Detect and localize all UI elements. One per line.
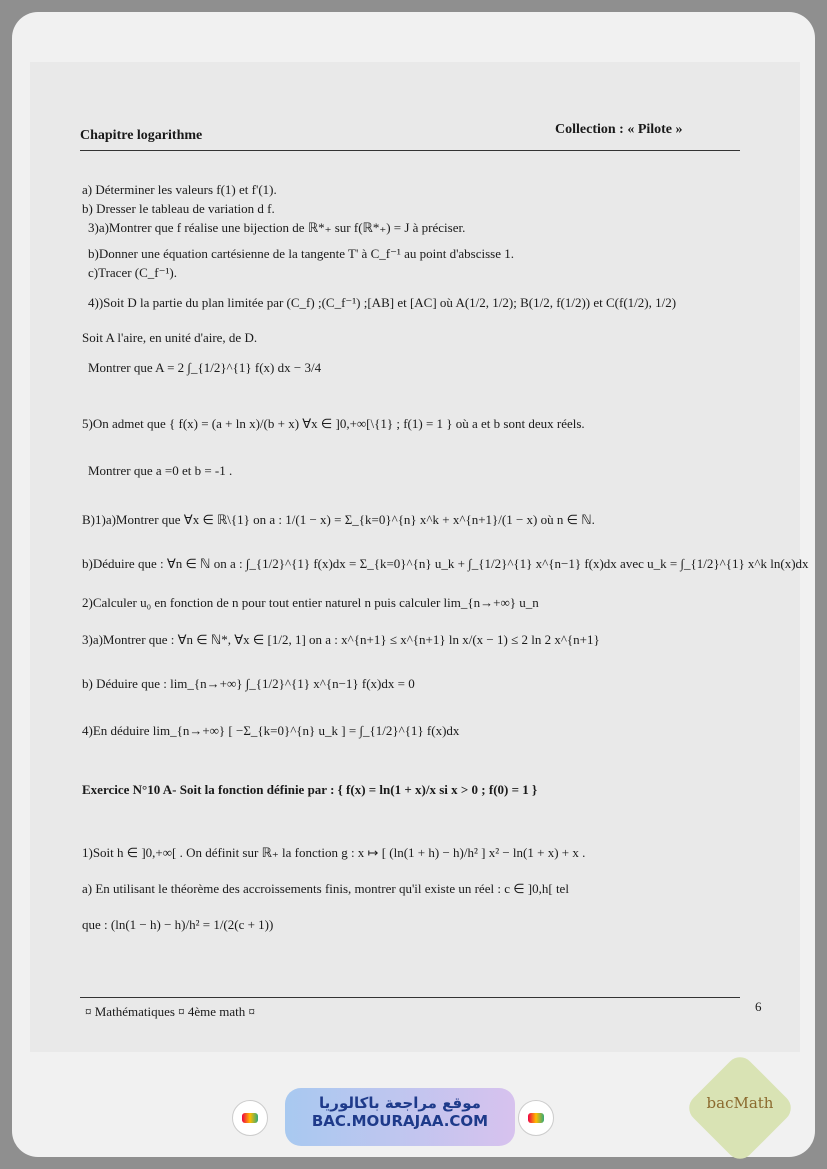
- header-rule: [80, 150, 740, 151]
- text-line: Soit A l'aire, en unité d'aire, de D.: [82, 330, 258, 345]
- formula-line: B)1)a)Montrer que ∀x ∈ ℝ\{1} on a : 1/(1 − x) = Σ_{k=0}^{n} x^k + x^{n+1}/(1 − x) où n ∈ ℕ.: [82, 512, 595, 527]
- text-line: 3)a)Montrer que f réalise une bijection de ℝ*₊ sur f(ℝ*₊) = J à préciser.: [88, 220, 466, 235]
- site-banner[interactable]: [285, 1088, 515, 1146]
- text-line: a) Déterminer les valeurs f(1) et f'(1).: [82, 182, 277, 197]
- bacmath-logo-text: bacMath: [706, 1094, 774, 1112]
- exercise-heading: Exercice N°10 A- Soit la fonction définie par : { f(x) = ln(1 + x)/x si x > 0 ; f(0) = 1 }: [82, 782, 538, 797]
- text-line: c)Tracer (C_f⁻¹).: [88, 265, 177, 280]
- page-number: 6: [755, 999, 762, 1014]
- formula-line: 5)On admet que { f(x) = (a + ln x)/(b + x) ∀x ∈ ]0,+∞[\{1} ; f(1) = 1 } où a et b sont deux réels.: [82, 416, 585, 431]
- formula-line: 3)a)Montrer que : ∀n ∈ ℕ*, ∀x ∈ [1/2, 1] on a : x^{n+1} ≤ x^{n+1} ln x/(x − 1) ≤ 2 ln 2 x^{n+1}: [82, 632, 600, 647]
- text-line: 2)Calculer u₀ en fonction de n pour tout entier naturel n puis calculer lim_{n→+∞} u_n: [82, 595, 539, 610]
- text-line: Montrer que a =0 et b = -1 .: [88, 463, 233, 478]
- footer-text: ¤ Mathématiques ¤ 4ème math ¤: [85, 1004, 256, 1019]
- formula-line: que : (ln(1 − h) − h)/h² = 1/(2(c + 1)): [82, 917, 274, 932]
- footer-rule: [80, 997, 740, 998]
- text-line: a) En utilisant le théorème des accroissements finis, montrer qu'il existe un réel : c ∈ ]0,h[ tel: [82, 881, 569, 896]
- formula-line: b)Déduire que : ∀n ∈ ℕ on a : ∫_{1/2}^{1} f(x)dx = Σ_{k=0}^{n} u_k + ∫_{1/2}^{1} x^{n−1} f(x)dx avec u_k = ∫_{1/2}^{1} x^k ln(x)dx: [82, 556, 809, 571]
- formula-line: b) Déduire que : lim_{n→+∞} ∫_{1/2}^{1} x^{n−1} f(x)dx = 0: [82, 676, 415, 691]
- text-line: b)Donner une équation cartésienne de la tangente T' à C_f⁻¹ au point d'abscisse 1.: [88, 246, 515, 261]
- site-logo-icon: [232, 1100, 268, 1136]
- text-line: 4))Soit D la partie du plan limitée par (C_f) ;(C_f⁻¹) ;[AB] et [AC] où A(1/2, 1/2); B(1/2, f(1/2)) et C(f(1/2), 1/2): [88, 295, 677, 310]
- banner-url[interactable]: BAC.MOURAJAA.COM: [311, 1112, 489, 1130]
- chapter-title: Chapitre logarithme: [80, 128, 203, 143]
- formula-line: 4)En déduire lim_{n→+∞} [ −Σ_{k=0}^{n} u_k ] = ∫_{1/2}^{1} f(x)dx: [82, 723, 460, 738]
- formula-line: 1)Soit h ∈ ]0,+∞[ . On définit sur ℝ₊ la fonction g : x ↦ [ (ln(1 + h) − h)/h² ] x² − ln(1 + x) + x .: [82, 845, 586, 860]
- document-page: [30, 62, 809, 1052]
- banner-arabic: موقع مراجعة باكالوريا: [319, 1094, 481, 1112]
- site-logo-icon: [518, 1100, 554, 1136]
- text-line: b) Dresser le tableau de variation d f.: [82, 201, 275, 216]
- formula-line: Montrer que A = 2 ∫_{1/2}^{1} f(x) dx − 3/4: [88, 360, 322, 375]
- collection-title: Collection : « Pilote »: [555, 122, 683, 137]
